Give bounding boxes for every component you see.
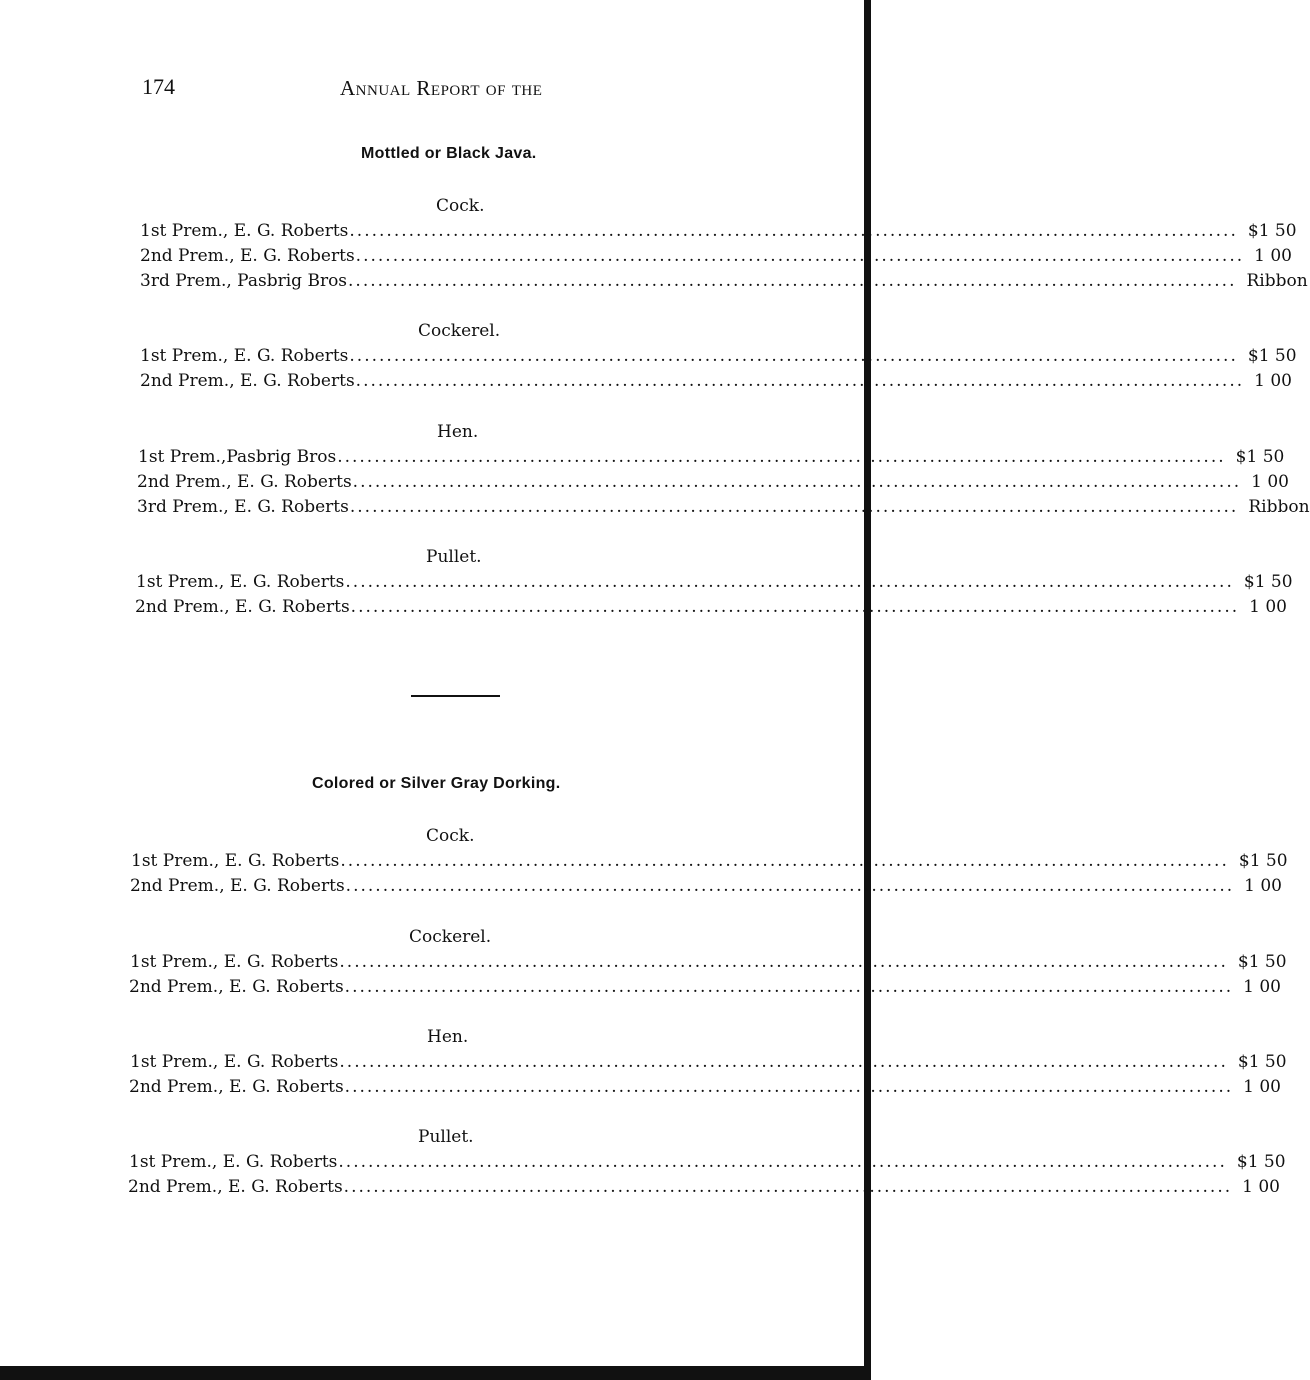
entry-amount: Ribbon (1246, 271, 1308, 291)
premium-entry (140, 221, 1297, 245)
entry-amount: $1 50 (1237, 952, 1287, 972)
entry-label: 2nd Prem., E. G. Roberts (140, 371, 355, 391)
entry-amount: $1 50 (1247, 346, 1297, 366)
entry-amount: $1 50 (1237, 1052, 1287, 1072)
dot-leader: ........................................................................................................................ (349, 346, 1238, 366)
entry-amount: $1 50 (1236, 1152, 1286, 1172)
page-edge-bottom (0, 1366, 871, 1380)
entry-amount: 1 00 (1249, 597, 1287, 617)
dot-leader: ........................................................................................................................ (344, 977, 1234, 997)
premium-entry (135, 597, 1287, 621)
running-title: Annual Report of the (340, 76, 543, 100)
entry-label: 2nd Prem., E. G. Roberts (129, 977, 344, 997)
entry-label: 1st Prem., E. G. Roberts (140, 221, 349, 241)
entry-label: 2nd Prem., E. G. Roberts (137, 472, 352, 492)
entry-amount: $1 50 (1235, 447, 1285, 467)
premium-entry (129, 1077, 1281, 1101)
dot-leader: ........................................................................................................................ (345, 876, 1235, 896)
page-edge-right (864, 0, 871, 1380)
premium-entry (130, 952, 1287, 976)
dot-leader: ........................................................................................................................ (348, 271, 1237, 291)
dot-leader: ........................................................................................................................ (355, 371, 1245, 391)
dot-leader: ........................................................................................................................ (343, 1177, 1233, 1197)
premium-entry (128, 1177, 1280, 1201)
premium-entry (136, 572, 1293, 596)
entry-label: 2nd Prem., E. G. Roberts (129, 1077, 344, 1097)
entry-label: 1st Prem., E. G. Roberts (140, 346, 349, 366)
entry-label: 1st Prem.,Pasbrig Bros (138, 447, 337, 467)
entry-label: 2nd Prem., E. G. Roberts (140, 246, 355, 266)
entry-label: 1st Prem., E. G. Roberts (130, 1052, 339, 1072)
dot-leader: ........................................................................................................................ (352, 472, 1242, 492)
entry-amount: 1 00 (1242, 1177, 1280, 1197)
entry-label: 1st Prem., E. G. Roberts (130, 952, 339, 972)
entry-label: 3rd Prem., E. G. Roberts (137, 497, 349, 517)
dot-leader: ........................................................................................................................ (355, 246, 1245, 266)
entry-label: 2nd Prem., E. G. Roberts (130, 876, 345, 896)
category-heading: Hen. (427, 1027, 469, 1047)
entry-label: 2nd Prem., E. G. Roberts (135, 597, 350, 617)
premium-entry (137, 497, 1310, 521)
entry-label: 1st Prem., E. G. Roberts (129, 1152, 338, 1172)
entry-label: 2nd Prem., E. G. Roberts (128, 1177, 343, 1197)
dot-leader: ........................................................................................................................ (339, 1052, 1228, 1072)
premium-entry (140, 346, 1297, 370)
dot-leader: ........................................................................................................................ (350, 597, 1240, 617)
category-heading: Cock. (426, 826, 475, 846)
entry-amount: 1 00 (1251, 472, 1289, 492)
entry-amount: 1 00 (1243, 977, 1281, 997)
entry-amount: 1 00 (1254, 371, 1292, 391)
section-title: Colored or Silver Gray Dorking. (312, 775, 561, 792)
dot-leader: ........................................................................................................................ (339, 952, 1228, 972)
premium-entry (137, 472, 1289, 496)
entry-amount: Ribbon (1248, 497, 1310, 517)
dot-leader: ........................................................................................................................ (345, 572, 1234, 592)
entry-amount: 1 00 (1243, 1077, 1281, 1097)
premium-entry (129, 1152, 1286, 1176)
category-heading: Pullet. (426, 547, 482, 567)
category-heading: Hen. (437, 422, 479, 442)
entry-amount: $1 50 (1247, 221, 1297, 241)
dot-leader: ........................................................................................................................ (349, 497, 1239, 517)
entry-amount: 1 00 (1254, 246, 1292, 266)
entry-label: 3rd Prem., Pasbrig Bros (140, 271, 348, 291)
entry-amount: 1 00 (1244, 876, 1282, 896)
dot-leader: ........................................................................................................................ (337, 447, 1226, 467)
dot-leader: ........................................................................................................................ (344, 1077, 1234, 1097)
dot-leader: ........................................................................................................................ (338, 1152, 1227, 1172)
category-heading: Cock. (436, 196, 485, 216)
entry-amount: $1 50 (1243, 572, 1293, 592)
premium-entry (140, 246, 1292, 270)
category-heading: Cockerel. (409, 927, 492, 947)
premium-entry (140, 271, 1308, 295)
page-number: 174 (142, 74, 175, 99)
section-title: Mottled or Black Java. (361, 145, 537, 162)
dot-leader: ........................................................................................................................ (349, 221, 1238, 241)
premium-entry (131, 851, 1288, 875)
premium-entry (129, 977, 1281, 1001)
entry-label: 1st Prem., E. G. Roberts (131, 851, 340, 871)
premium-entry (138, 447, 1285, 471)
entry-label: 1st Prem., E. G. Roberts (136, 572, 345, 592)
section-divider (411, 695, 500, 697)
premium-entry (130, 876, 1282, 900)
premium-entry (130, 1052, 1287, 1076)
dot-leader: ........................................................................................................................ (340, 851, 1229, 871)
premium-entry (140, 371, 1292, 395)
entry-amount: $1 50 (1238, 851, 1288, 871)
category-heading: Cockerel. (418, 321, 501, 341)
category-heading: Pullet. (418, 1127, 474, 1147)
